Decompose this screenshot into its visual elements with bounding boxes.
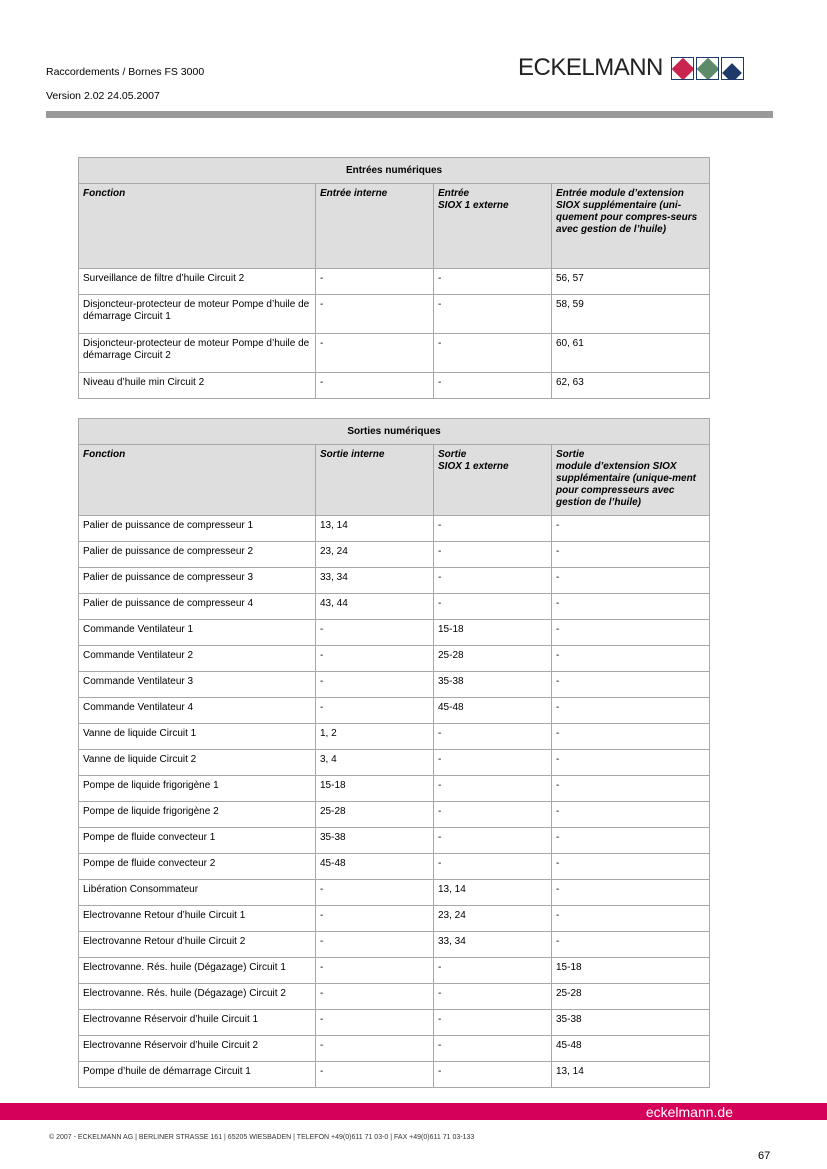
table-row <box>79 295 710 334</box>
table-row <box>79 984 710 1010</box>
table-cell: - <box>316 334 434 373</box>
table-cell: 58, 59 <box>552 295 710 334</box>
table-cell: 62, 63 <box>552 373 710 399</box>
logo-squares-icon <box>669 57 744 80</box>
table-cell: - <box>316 672 434 698</box>
table-cell: 33, 34 <box>316 568 434 594</box>
table-cell: Palier de puissance de compresseur 1 <box>79 516 316 542</box>
table-row <box>79 958 710 984</box>
table-cell: 25-28 <box>552 984 710 1010</box>
table-cell: Electrovanne Retour d’huile Circuit 2 <box>79 932 316 958</box>
table-row <box>79 906 710 932</box>
table-cell: Electrovanne Réservoir d’huile Circuit 2 <box>79 1036 316 1062</box>
table-cell: - <box>434 802 552 828</box>
table-cell: - <box>434 854 552 880</box>
table-cell: - <box>316 373 434 399</box>
table-row <box>79 334 710 373</box>
table-cell: 35-38 <box>434 672 552 698</box>
table-cell: - <box>316 984 434 1010</box>
page-number: 67 <box>758 1150 771 1162</box>
column-header: Fonction <box>79 184 316 269</box>
footer-address: © 2007 - ECKELMANN AG | BERLINER STRASSE 161 | 65205 WIESBADEN | TELEFON +49(0)611 71 03-0 | FAX +49(0)611 71 03-133 <box>49 1134 475 1141</box>
table-cell: 3, 4 <box>316 750 434 776</box>
table-cell: - <box>434 828 552 854</box>
table-cell: - <box>552 828 710 854</box>
table-cell: - <box>552 594 710 620</box>
table-row <box>79 932 710 958</box>
table-row <box>79 516 710 542</box>
table-cell: Palier de puissance de compresseur 2 <box>79 542 316 568</box>
table-cell: - <box>316 698 434 724</box>
table-cell: 33, 34 <box>434 932 552 958</box>
table-cell: Electrovanne. Rés. huile (Dégazage) Circuit 2 <box>79 984 316 1010</box>
table-cell: - <box>316 880 434 906</box>
document-title: Raccordements / Bornes FS 3000 <box>46 66 205 78</box>
table-cell: 35-38 <box>552 1010 710 1036</box>
table-cell: - <box>434 776 552 802</box>
table-cell: - <box>434 1062 552 1088</box>
table-cell: - <box>552 646 710 672</box>
table-cell: Commande Ventilateur 2 <box>79 646 316 672</box>
digital-inputs-table <box>78 157 710 399</box>
document-version: Version 2.02 24.05.2007 <box>46 90 160 102</box>
table-cell: Palier de puissance de compresseur 4 <box>79 594 316 620</box>
table-row <box>79 568 710 594</box>
table-cell: - <box>434 594 552 620</box>
table-cell: - <box>434 373 552 399</box>
table-cell: Pompe de liquide frigorigène 1 <box>79 776 316 802</box>
table-cell: 13, 14 <box>552 1062 710 1088</box>
eckelmann-logo <box>518 55 744 81</box>
table-row <box>79 828 710 854</box>
table-cell: - <box>552 906 710 932</box>
table-cell: - <box>316 1036 434 1062</box>
table-row <box>79 776 710 802</box>
table-row <box>79 269 710 295</box>
table-cell: - <box>552 802 710 828</box>
table-cell: Palier de puissance de compresseur 3 <box>79 568 316 594</box>
table-cell: Pompe de fluide convecteur 2 <box>79 854 316 880</box>
table-cell: - <box>552 516 710 542</box>
table-cell: - <box>552 854 710 880</box>
table-cell: - <box>552 620 710 646</box>
table-cell: - <box>434 724 552 750</box>
column-header: Fonction <box>79 445 316 516</box>
table-row <box>79 373 710 399</box>
table-cell: - <box>316 620 434 646</box>
column-header: Sortie SIOX 1 externe <box>434 445 552 516</box>
table-cell: - <box>552 568 710 594</box>
table-caption: Sorties numériques <box>79 419 710 445</box>
table-row <box>79 620 710 646</box>
footer-website-link[interactable]: eckelmann.de <box>645 1104 733 1120</box>
table-cell: - <box>434 568 552 594</box>
table-cell: - <box>552 698 710 724</box>
table-row <box>79 802 710 828</box>
table-cell: Pompe de liquide frigorigène 2 <box>79 802 316 828</box>
table-cell: 25-28 <box>434 646 552 672</box>
table-cell: Vanne de liquide Circuit 1 <box>79 724 316 750</box>
table-row <box>79 1010 710 1036</box>
table-cell: 35-38 <box>316 828 434 854</box>
table-cell: Commande Ventilateur 3 <box>79 672 316 698</box>
column-header: Entrée interne <box>316 184 434 269</box>
table-header-row <box>79 184 710 269</box>
table-cell: - <box>316 932 434 958</box>
column-header: Sortie module d’extension SIOX supplémentaire (unique-ment pour compresseurs avec gestion de l’huile) <box>552 445 710 516</box>
column-header: Entrée SIOX 1 externe <box>434 184 552 269</box>
table-cell: - <box>552 776 710 802</box>
column-header: Sortie interne <box>316 445 434 516</box>
table-row <box>79 698 710 724</box>
table-row <box>79 542 710 568</box>
header-divider <box>46 111 773 118</box>
table-cell: Disjoncteur-protecteur de moteur Pompe d’huile de démarrage Circuit 1 <box>79 295 316 334</box>
table-cell: 15-18 <box>316 776 434 802</box>
table-cell: 15-18 <box>434 620 552 646</box>
table-cell: - <box>434 542 552 568</box>
table-cell: 56, 57 <box>552 269 710 295</box>
table-row <box>79 880 710 906</box>
table-cell: - <box>316 646 434 672</box>
digital-outputs-table <box>78 418 710 1088</box>
table-cell: Electrovanne. Rés. huile (Dégazage) Circuit 1 <box>79 958 316 984</box>
table-cell: Pompe de fluide convecteur 1 <box>79 828 316 854</box>
table-row <box>79 594 710 620</box>
table-cell: - <box>552 672 710 698</box>
table-cell: - <box>434 958 552 984</box>
table-cell: 45-48 <box>316 854 434 880</box>
table-cell: 43, 44 <box>316 594 434 620</box>
table-cell: - <box>434 1036 552 1062</box>
table-cell: - <box>316 958 434 984</box>
table-cell: Commande Ventilateur 4 <box>79 698 316 724</box>
table-cell: - <box>434 269 552 295</box>
table-row <box>79 646 710 672</box>
column-header: Entrée module d’extension SIOX supplémentaire (uni-quement pour compres-seurs avec gestion de l’huile) <box>552 184 710 269</box>
table-cell: Disjoncteur-protecteur de moteur Pompe d’huile de démarrage Circuit 2 <box>79 334 316 373</box>
table-caption: Entrées numériques <box>79 158 710 184</box>
table-cell: - <box>552 542 710 568</box>
table-cell: - <box>316 269 434 295</box>
table-cell: - <box>434 334 552 373</box>
table-cell: 1, 2 <box>316 724 434 750</box>
table-cell: Libération Consommateur <box>79 880 316 906</box>
table-cell: - <box>316 1010 434 1036</box>
table-row <box>79 1062 710 1088</box>
table-cell: 45-48 <box>552 1036 710 1062</box>
table-cell: Surveillance de filtre d’huile Circuit 2 <box>79 269 316 295</box>
table-cell: - <box>552 724 710 750</box>
table-cell: 23, 24 <box>316 542 434 568</box>
table-cell: - <box>316 295 434 334</box>
table-cell: - <box>552 750 710 776</box>
table-cell: 15-18 <box>552 958 710 984</box>
table-cell: - <box>434 516 552 542</box>
table-cell: 13, 14 <box>316 516 434 542</box>
table-cell: Electrovanne Retour d’huile Circuit 1 <box>79 906 316 932</box>
logo-text: ECKELMANN <box>518 54 663 81</box>
table-cell: 13, 14 <box>434 880 552 906</box>
table-cell: - <box>434 1010 552 1036</box>
table-cell: Pompe d’huile de démarrage Circuit 1 <box>79 1062 316 1088</box>
table-cell: - <box>316 906 434 932</box>
table-header-row <box>79 445 710 516</box>
table-row <box>79 724 710 750</box>
table-row <box>79 750 710 776</box>
table-row <box>79 1036 710 1062</box>
table-cell: - <box>434 750 552 776</box>
table-cell: - <box>434 984 552 1010</box>
table-cell: - <box>316 1062 434 1088</box>
table-cell: 25-28 <box>316 802 434 828</box>
table-cell: Electrovanne Réservoir d’huile Circuit 1 <box>79 1010 316 1036</box>
table-cell: 45-48 <box>434 698 552 724</box>
table-cell: Vanne de liquide Circuit 2 <box>79 750 316 776</box>
table-cell: 23, 24 <box>434 906 552 932</box>
table-row <box>79 854 710 880</box>
table-row <box>79 672 710 698</box>
table-cell: 60, 61 <box>552 334 710 373</box>
table-cell: - <box>434 295 552 334</box>
table-cell: - <box>552 932 710 958</box>
table-cell: - <box>552 880 710 906</box>
table-cell: Niveau d’huile min Circuit 2 <box>79 373 316 399</box>
table-cell: Commande Ventilateur 1 <box>79 620 316 646</box>
